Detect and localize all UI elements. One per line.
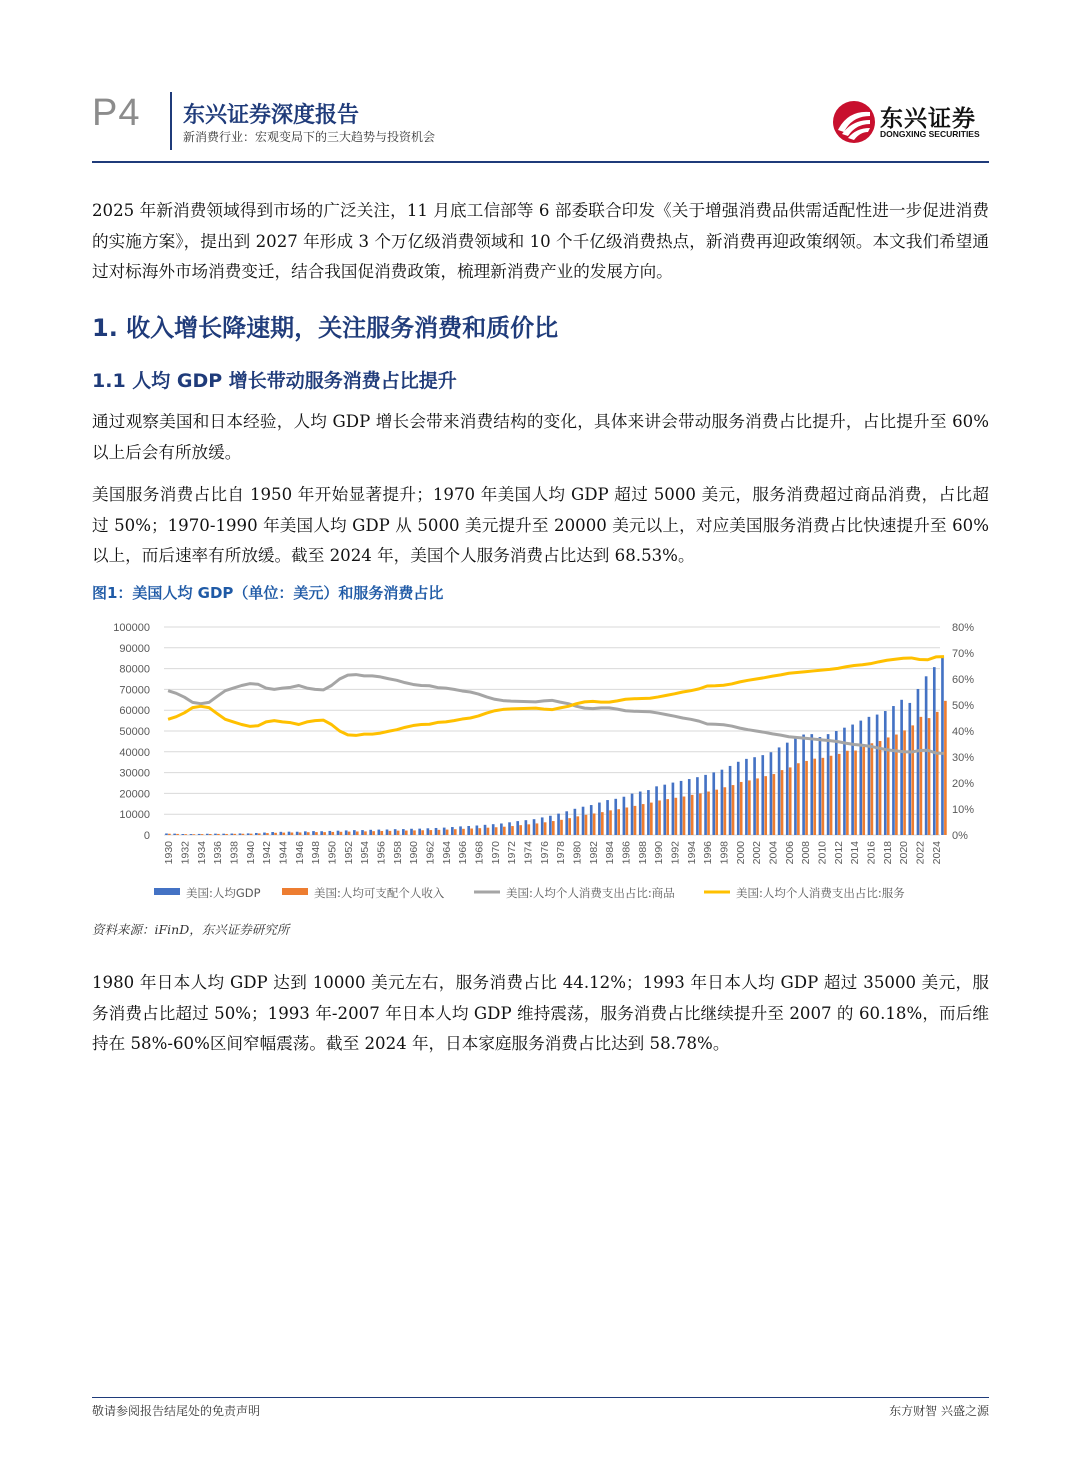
y-right-tick-label: 20% [952,778,975,790]
bar-gdp [557,814,560,835]
x-tick-label: 2024 [930,841,943,865]
bar-gdp [892,706,895,835]
bar-income [862,747,865,835]
bar-gdp [280,832,283,835]
bar-income [805,761,808,835]
y-left-tick-label: 0 [143,830,150,842]
bar-income [764,776,767,835]
bar-income [732,785,735,835]
bar-income [609,810,612,835]
x-tick-label: 1966 [457,841,470,865]
y-right-tick-label: 60% [952,674,975,686]
bar-income [225,834,228,835]
bar-gdp [672,783,675,835]
y-left-tick-label: 100000 [113,622,150,634]
bar-gdp [859,721,862,835]
bar-income [193,834,196,835]
bar-gdp [255,833,258,835]
bar-gdp [181,834,184,835]
y-left-tick-label: 60000 [119,705,150,718]
bar-gdp [345,830,348,835]
bar-gdp [770,752,773,835]
x-tick-label: 1998 [718,841,731,865]
bar-income [323,832,326,835]
report-title: 东兴证券深度报告 [183,103,360,128]
legend-swatch [154,888,180,895]
bar-income [291,833,294,836]
x-tick-label: 1964 [440,841,453,865]
bar-income [495,827,498,835]
bar-income [168,834,171,835]
bar-gdp [753,757,756,835]
x-tick-label: 1988 [636,841,649,865]
y-left-tick-label: 40000 [119,746,150,759]
bar-income [315,832,318,835]
y-right-tick-label: 10% [952,804,975,816]
x-tick-label: 1976 [538,841,551,865]
bar-income [813,759,816,835]
bar-gdp [631,794,634,835]
bar-gdp [369,830,372,835]
bar-gdp [712,772,715,835]
bar-income [201,834,204,835]
bar-income [331,832,334,835]
bar-gdp [917,689,920,835]
x-tick-label: 1960 [408,841,421,865]
bar-income [552,821,555,835]
bar-gdp [533,819,536,835]
x-tick-label: 1980 [571,841,584,865]
bar-gdp [402,829,405,835]
bar-income [446,830,449,835]
bar-gdp [623,797,626,835]
bar-gdp [802,735,805,835]
bar-income [617,809,620,835]
x-tick-label: 1992 [669,841,682,865]
us-paragraph: 美国服务消费占比自 1950 年开始显著提升；1970 年美国人均 GDP 超过 5000 美元，服务消费超过商品消费，占比超过 50%；1970-1990 年美国人均 GDP 从 5000 美元提升至 20000 美元以上，对应美国服务消费占比快速提升至 60%以上，而后速率有所放缓。截至 2024 年，美国个人服务消费占比达到 68.53%。 [92,485,989,565]
y-left-tick-label: 70000 [119,684,150,697]
bar-gdp [329,831,332,835]
bar-gdp [900,700,903,835]
bar-income [568,818,571,835]
bar-income [470,829,473,835]
section-heading: 1. 收入增长降速期，关注服务消费和质价比 [92,314,559,342]
bar-gdp [761,755,764,835]
y-right-tick-label: 30% [952,752,975,764]
x-tick-label: 1986 [620,841,633,865]
header-divider [170,92,172,150]
bar-gdp [443,828,446,835]
bar-income [176,834,179,835]
footer-slogan: 东方财智 兴盛之源 [889,1404,989,1418]
bar-gdp [565,811,568,835]
bar-income [781,770,784,835]
bar-gdp [680,781,683,835]
x-tick-label: 1950 [326,841,339,865]
bar-income [585,815,588,835]
bar-income [389,831,392,835]
bar-gdp [549,816,552,835]
bar-income [364,831,367,835]
x-tick-label: 1958 [391,841,404,865]
legend-label: 美国:人均GDP [186,886,261,900]
x-tick-label: 1942 [261,841,274,865]
bar-income [724,787,727,835]
bar-income [577,816,580,835]
x-tick-label: 2022 [914,841,927,865]
bar-gdp [884,711,887,835]
x-tick-label: 1936 [212,841,225,865]
bar-gdp [394,829,397,835]
bar-income [920,717,923,835]
bar-income [274,833,277,835]
bar-gdp [459,826,462,835]
y-right-tick-label: 80% [952,622,975,634]
bar-gdp [737,762,740,835]
bar-income [634,806,637,835]
bar-gdp [165,833,168,835]
bar-income [356,831,359,835]
bar-gdp [476,825,479,835]
x-tick-label: 2016 [865,841,878,865]
bar-income [258,833,261,835]
bar-income [691,795,694,835]
bar-gdp [304,831,307,835]
bar-income [487,828,490,835]
figure-caption: 图1：美国人均 GDP（单位：美元）和服务消费占比 [92,584,444,602]
bar-gdp [810,734,813,835]
bar-gdp [386,829,389,835]
x-tick-label: 2010 [816,841,829,865]
bar-gdp [320,831,323,835]
bar-gdp [941,657,944,835]
bar-income [740,782,743,835]
bar-gdp [198,834,201,835]
bar-income [936,712,939,835]
bar-gdp [704,775,707,835]
bar-income [421,830,424,835]
bar-income [658,800,661,835]
x-tick-label: 2002 [751,841,764,865]
bar-income [478,828,481,835]
bar-income [748,780,751,835]
bar-gdp [525,820,528,835]
bar-income [454,829,457,835]
source-note: 资料来源：iFinD，东兴证券研究所 [92,922,290,937]
bar-income [593,813,596,835]
y-left-tick-label: 30000 [119,767,150,780]
goods-share-line [168,675,944,754]
x-tick-label: 1944 [277,841,290,865]
bar-income [683,797,686,835]
y-left-tick-label: 90000 [119,642,150,655]
bar-gdp [435,828,438,835]
bar-income [699,793,702,835]
bar-income [773,774,776,835]
bar-gdp [639,792,642,835]
y-right-tick-label: 50% [952,700,975,712]
bar-income [397,831,400,835]
bar-income [626,807,629,835]
bar-income [903,730,906,835]
bar-gdp [230,834,233,835]
x-tick-label: 1978 [555,841,568,865]
bar-gdp [786,743,789,835]
bar-gdp [688,779,691,835]
bar-gdp [606,800,609,835]
bar-gdp [541,817,544,835]
x-tick-label: 1930 [163,841,176,865]
bar-gdp [484,825,487,835]
bar-gdp [516,821,519,835]
bar-gdp [745,759,748,835]
legend-label: 美国:人均可支配个人收入 [314,886,445,900]
logo-emblem-icon [832,100,876,144]
bar-income [879,741,882,835]
bar-income [462,829,465,835]
y-left-tick-label: 10000 [119,809,150,822]
bar-gdp [590,805,593,835]
bar-income [838,754,841,835]
x-tick-label: 2014 [849,841,862,865]
bar-gdp [868,717,871,835]
bar-gdp [614,799,617,835]
x-tick-label: 2018 [881,841,894,865]
overview-paragraph: 通过观察美国和日本经验，人均 GDP 增长会带来消费结构的变化，具体来讲会带动服务消费占比提升，占比提升至 60%以上后会有所放缓。 [92,412,989,462]
y-right-tick-label: 70% [952,648,975,660]
x-tick-label: 1952 [342,841,355,865]
bar-income [707,792,710,835]
japan-paragraph: 1980 年日本人均 GDP 达到 10000 美元左右，服务消费占比 44.12%；1993 年日本人均 GDP 超过 35000 美元，服务消费占比超过 50%；1993 年-2007 年日本人均 GDP 维持震荡，服务消费占比继续提升至 2007 的 60.18%，而后维持在 58%-60%区间窄幅震荡。截至 2024 年，日本家庭服务消费占比达到 58.78%。 [92,973,989,1053]
bar-income [854,751,857,835]
bar-gdp [271,832,274,835]
bar-income [650,803,653,835]
footer-rule [92,1397,989,1398]
x-tick-label: 1996 [702,841,715,865]
bar-gdp [647,790,650,835]
bar-gdp [492,824,495,835]
bar-gdp [378,830,381,835]
bar-gdp [778,747,781,835]
bar-income [797,763,800,835]
bar-gdp [663,785,666,835]
bar-gdp [451,827,454,835]
bar-income [282,833,285,835]
bar-income [911,725,914,835]
x-tick-label: 1982 [587,841,600,865]
bar-income [789,767,792,835]
bar-gdp [427,828,430,835]
bar-income [871,743,874,835]
bar-income [372,831,375,835]
y-left-tick-label: 50000 [119,726,150,738]
bar-income [250,834,253,835]
bar-income [348,832,351,835]
bar-income [242,834,245,835]
bar-gdp [655,786,658,835]
bar-gdp [410,829,413,835]
x-tick-label: 1932 [179,841,192,865]
bar-gdp [418,829,421,835]
bar-income [822,758,825,835]
bar-gdp [263,833,266,835]
y-left-tick-label: 20000 [119,788,150,801]
bar-income [438,830,441,835]
bar-gdp [696,777,699,835]
x-tick-label: 1974 [522,841,535,865]
page-number: P4 [92,92,141,134]
x-tick-label: 2000 [734,841,747,865]
x-tick-label: 2004 [767,841,780,865]
bar-income [527,824,530,835]
x-tick-label: 1934 [195,841,208,865]
bar-gdp [851,725,854,835]
bar-income [184,834,187,835]
x-tick-label: 1954 [359,841,372,865]
bar-gdp [312,831,315,835]
bar-income [519,825,522,835]
report-subtitle: 新消费行业：宏观变局下的三大趋势与投资机会 [183,130,436,144]
bar-gdp [190,834,193,835]
bar-gdp [582,807,585,835]
bar-gdp [239,833,242,835]
bar-income [405,831,408,835]
legend-label: 美国:人均个人消费支出占比:服务 [736,886,905,900]
bar-income [830,756,833,835]
bar-income [340,832,343,835]
bar-income [307,832,310,835]
bar-gdp [925,676,928,835]
x-tick-label: 1956 [375,841,388,865]
bar-income [429,830,432,835]
bar-gdp [598,803,601,835]
bar-gdp [908,703,911,835]
bar-income [642,804,645,835]
gdp-service-chart [92,612,989,912]
bar-gdp [819,737,822,835]
bar-income [266,833,269,835]
x-tick-label: 1984 [604,841,617,865]
header-rule [92,161,989,163]
bar-gdp [794,738,797,835]
footer-disclaimer: 敬请参阅报告结尾处的免责声明 [92,1404,261,1418]
x-tick-label: 1962 [424,841,437,865]
x-tick-label: 1968 [473,841,486,865]
bar-gdp [214,834,217,835]
y-right-tick-label: 40% [952,726,975,738]
bar-income [233,834,236,835]
bar-gdp [729,766,732,835]
bar-income [299,832,302,835]
bar-income [666,799,669,835]
bar-income [944,701,947,835]
y-left-tick-label: 80000 [119,663,150,676]
bar-income [715,790,718,835]
bar-gdp [721,770,724,835]
bar-gdp [296,832,299,835]
bar-income [209,834,212,835]
bar-gdp [500,823,503,835]
bar-gdp [206,834,209,835]
x-tick-label: 2008 [800,841,813,865]
bar-gdp [574,809,577,835]
x-tick-label: 1946 [293,841,306,865]
bar-gdp [247,833,250,835]
bar-income [928,718,931,835]
bar-income [675,798,678,835]
bar-income [536,823,539,835]
bar-gdp [467,826,470,835]
bar-gdp [353,830,356,835]
bar-gdp [361,830,364,835]
x-tick-label: 2020 [898,841,911,865]
bar-income [544,822,547,835]
bar-gdp [222,834,225,835]
legend-label: 美国:人均个人消费支出占比:商品 [506,886,675,900]
subsection-heading: 1.1 人均 GDP 增长带动服务消费占比提升 [92,370,457,392]
y-right-tick-label: 0% [952,830,968,842]
x-tick-label: 2012 [832,841,845,865]
bar-income [511,826,514,835]
bar-gdp [288,832,291,835]
bar-income [560,820,563,835]
bar-income [756,778,759,835]
bar-income [413,830,416,835]
x-tick-label: 1948 [310,841,323,865]
bar-gdp [835,731,838,835]
x-tick-label: 1938 [228,841,241,865]
bar-gdp [173,834,176,835]
intro-paragraph: 2025 年新消费领域得到市场的广泛关注，11 月底工信部等 6 部委联合印发《关于增强消费品供需适配性进一步促进消费的实施方案》，提出到 2027 年形成 3 个万亿级消费领域和 10 个千亿级消费热点，新消费再迎政策纲领。本文我们希望通过对标海外市场消费变迁，结合我国促消费政策，梳理新消费产业的发展方向。 [92,201,989,281]
bar-gdp [827,734,830,835]
bar-gdp [508,822,511,835]
x-tick-label: 2006 [783,841,796,865]
logo-chinese-text: 东兴证券 [880,106,976,132]
bar-income [380,831,383,835]
x-tick-label: 1970 [489,841,502,865]
x-tick-label: 1990 [653,841,666,865]
bar-income [846,751,849,835]
logo-english-text: DONGXING SECURITIES [880,129,980,139]
legend-swatch [282,888,308,895]
bar-income [217,834,220,835]
x-tick-label: 1994 [685,841,698,865]
bar-income [887,737,890,835]
bar-income [503,827,506,835]
x-tick-label: 1940 [244,841,257,865]
x-tick-label: 1972 [506,841,519,865]
bar-gdp [876,715,879,835]
bar-income [601,812,604,835]
bar-gdp [337,831,340,835]
